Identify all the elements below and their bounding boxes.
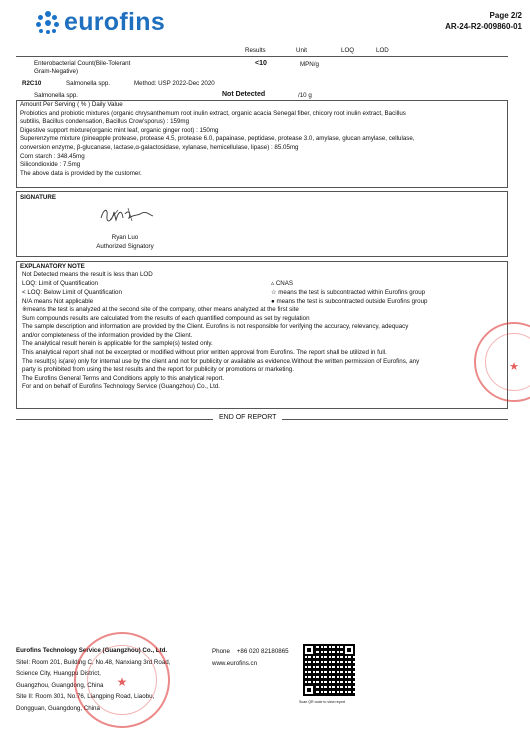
footer-site2-line1: Site II: Room 301, No.76, Liangping Road, Liaobu, <box>16 693 155 700</box>
note-line: The sample description and information are provided by the Client. Eurofins is not responsible for verifying the accuracy, relevancy, adequacy <box>22 323 409 331</box>
footer-contact <box>212 646 289 669</box>
logo-dots-icon <box>36 11 60 35</box>
composition-line: conversion enzyme, β-glucanase, lactase,α-galactosidase, xylanase, hemicellulase, lipase) : 85.05mg <box>20 143 299 151</box>
note-subcontract-outside: ● means the test is subcontracted outside Eurofins group <box>271 298 428 305</box>
note-line: The analytical result herein is applicable for the sample(s) tested only. <box>22 340 213 348</box>
qr-caption: Scan QR code to view report <box>299 700 345 704</box>
phone-number: +86 020 82180865 <box>236 648 289 655</box>
composition-text <box>20 101 500 178</box>
col-lod: LOD <box>376 47 389 54</box>
header-rule <box>16 56 508 57</box>
row-enterobacterial-name-2: Gram-Negative) <box>34 68 79 75</box>
explanatory-lines <box>22 306 497 392</box>
page-identifier <box>445 10 522 32</box>
note-line: ※means the test is analyzed at the second site of the company, other means analyzed at the first site <box>22 306 299 313</box>
note-line: The Eurofins General Terms and Conditions apply to this analytical report. <box>22 374 225 382</box>
row-enterobacterial-result: <10 <box>255 60 267 67</box>
note-line: The result(s) is(are) only for internal use by the client and not for publicity or available as evidence.Without the written permission of Eurofins, any <box>22 357 420 365</box>
footer-company: Eurofins Technology Service (Guangzhou) Co., Ltd. <box>16 647 168 654</box>
qr-finder <box>343 644 355 656</box>
note-line: Sum compounds results are calculated from the results of each quantified compound as set by regulation <box>22 314 310 322</box>
composition-line: Superenzyme mixture (pineapple protease, protease 4.5, protease 6.0, papainase, peptidase, protease 3.0, amylase, glucan amylase, cellulase, <box>20 135 415 143</box>
website-link[interactable]: www.eurofins.cn <box>212 659 258 667</box>
col-unit: Unit <box>296 47 308 54</box>
row-enterobacterial-unit: MPN/g <box>300 61 319 68</box>
eurofins-logo <box>36 8 165 37</box>
signatory-title: Authorized Signatory <box>96 243 154 250</box>
row-salmonella-name: Salmonella spp. <box>34 92 79 99</box>
footer-site1-line2: Science City, Huangpu District, <box>16 670 101 677</box>
note-na: N/A means Not applicable <box>22 298 94 305</box>
composition-line: Digestive support mixture(organic mint leaf, organic ginger root) : 150mg <box>20 126 219 134</box>
qr-finder <box>303 684 315 696</box>
company-seal-footer <box>74 632 170 728</box>
note-cnas: ▵ CNAS <box>271 280 294 287</box>
note-below-loq: < LOQ: Below Limit of Quantification <box>22 289 122 296</box>
signature-heading: SIGNATURE <box>20 194 56 201</box>
footer-site1-line3: Guangzhou, Guangdong, China <box>16 681 104 689</box>
col-results: Results <box>245 47 266 54</box>
row-salmonella-result: Not Detected <box>222 91 266 98</box>
seal-star-icon: ★ <box>116 675 128 689</box>
note-line: For and on behalf of Eurofins Technology Service (Guangzhou) Co., Ltd. <box>22 383 221 391</box>
qr-finder <box>303 644 315 656</box>
composition-line: The above data is provided by the customer. <box>20 169 142 177</box>
note-not-detected: Not Detected means the result is less than LOD <box>22 271 153 278</box>
row-enterobacterial-name-1: Enterobacterial Count(Bile-Tolerant <box>34 60 131 67</box>
explanatory-heading: EXPLANATORY NOTE <box>20 263 85 270</box>
phone-label: Phone <box>212 648 230 655</box>
composition-line: subtilis, Bacillus condensation, Bacillus Crow'sporus) : 159mg <box>20 118 190 126</box>
note-line: party is prohibited from using the test results and the report for publicity or promotions or marketing. <box>22 366 295 374</box>
report-qr-code[interactable] <box>303 644 355 696</box>
footer-site1-line1: SiteI: Room 201, Building C, No.48, Nanxiang 3rd Road, <box>16 658 171 666</box>
page-number: Page 2/2 <box>489 11 522 20</box>
note-line: and/or completeness of the information provided by the Client. <box>22 331 193 339</box>
note-line: This analytical report shall not be excerpted or modified without prior written approval from Eurofins. The report shall be utilized in full. <box>22 348 387 356</box>
logo-wordmark: eurofins <box>64 8 166 36</box>
row-r2c10-method: Method: USP 2022-Dec 2020 <box>134 80 215 87</box>
seal-star-icon: ★ <box>509 361 519 373</box>
footer-site2-line2: Dongguan, Guangdong, China <box>16 704 100 712</box>
composition-line: Amount Per Serving ( % ) Daily Value <box>20 101 123 108</box>
end-of-report: END OF REPORT <box>213 414 282 422</box>
note-loq: LOQ: Limit of Quantification <box>22 280 99 287</box>
row-r2c10-code: R2C10 <box>22 80 42 87</box>
composition-line: Silicondioxide : 7.5mg <box>20 161 81 169</box>
note-subcontract-within: ☆ means the test is subcontracted within Eurofins group <box>271 289 426 296</box>
composition-line: Probiotics and probiotic mixtures (organic chrysanthemum root inulin extract, organic acacia Senegal fiber, chicory root inulin extract, Bacillus <box>20 109 406 117</box>
report-number: AR-24-R2-009860-01 <box>445 22 522 31</box>
row-salmonella-unit: /10 g <box>298 92 312 99</box>
row-r2c10-organism: Salmonella spp. <box>66 80 111 87</box>
signatory-name: Ryan Luo <box>111 234 139 241</box>
composition-line: Corn starch : 348.45mg <box>20 152 85 160</box>
col-loq: LOQ <box>341 47 355 54</box>
handwritten-signature <box>98 204 156 226</box>
